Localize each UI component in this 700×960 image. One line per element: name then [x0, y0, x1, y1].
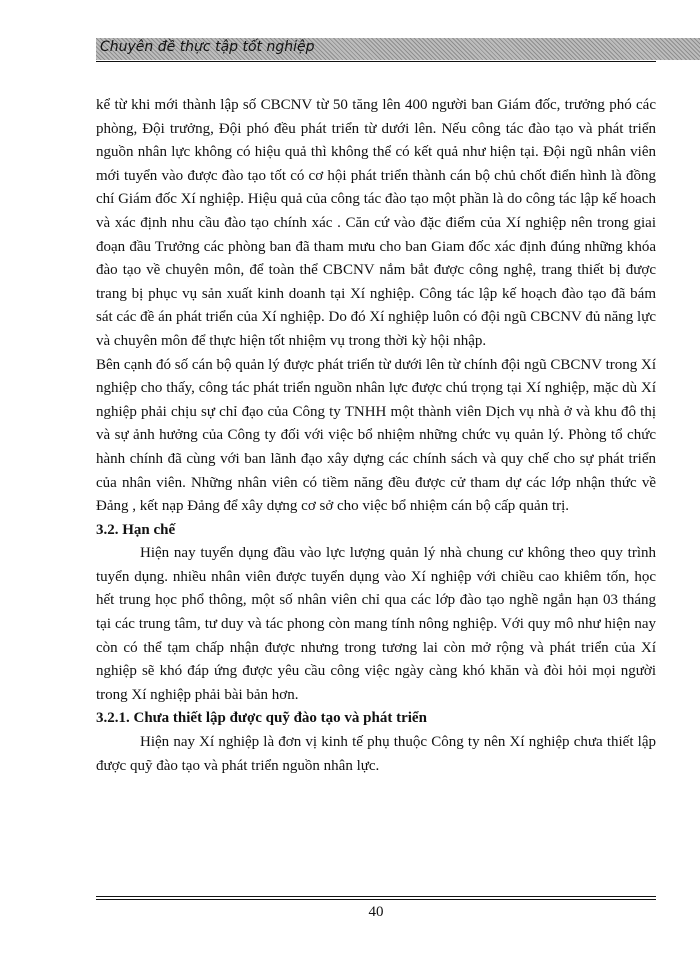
paragraph-3: Hiện nay tuyển dụng đầu vào lực lượng quản lý nhà chung cư không theo quy trình tuyển dụng. nhiều nhân viên được tuyển dụng vào Xí nghiệp với chiều cao khiêm tốn, học hết trung học phổ thông, một số nhân viên chỉ qua các lớp đào tạo nghề ngắn hạn 03 tháng tại các trung tâm, tư duy và tác phong còn mang tính nông nghiệp. Với quy mô như hiện nay còn có thể tạm chấp nhận được nhưng trong tương lai còn mở rộng và phát triển của Xí nghiệp sẽ khó đáp ứng được yêu cầu công việc ngày càng khó khăn và đòi hỏi mọi người trong Xí nghiệp phải bài bản hơn. — [96, 545, 656, 703]
footer-rule-bottom — [96, 899, 656, 900]
footer-rule-top — [96, 896, 656, 897]
paragraph-4: Hiện nay Xí nghiệp là đơn vị kinh tế phụ thuộc Công ty nên Xí nghiệp chưa thiết lập được quỹ đào tạo và phát triển nguồn nhân lực. — [96, 734, 656, 774]
header-rule — [96, 61, 656, 62]
page-number: 40 — [368, 904, 384, 920]
section-heading-3-2-1: 3.2.1. Chưa thiết lập được quỹ đào tạo và phát triển — [96, 710, 427, 727]
document-body — [96, 94, 656, 778]
paragraph-1: kể từ khi mới thành lập số CBCNV từ 50 tăng lên 400 người ban Giám đốc, trưởng phó các phòng, Đội trưởng, Đội phó đều phát triển từ dưới lên. Nếu công tác đào tạo và phát triển nguồn nhân lực không có hiệu quả thì không thể có kết quả như hiện tại. Đội ngũ nhân viên mới tuyển vào được đào tạo tốt có cơ hội phát triển thành cán bộ chủ chốt điển hình là đồng chí Giám đốc Xí nghiệp. Hiệu quả của công tác đào tạo một phần là do công tác lập kế hoach và xác định nhu cầu đào tạo chính xác . Căn cứ vào đặc điểm của Xí nghiệp nên trong giai đoạn đầu Trưởng các phòng ban đã tham mưu cho ban Giam đốc xác định đúng những khóa đào tạo về chuyên môn, để toàn thể CBCNV nắm bắt được công nghệ, trang thiết bị được trang bị phục vụ sản xuất kinh doanh tại Xí nghiệp. Công tác lập kế hoạch đào tạo đã bám sát các đề án phát triển của Xí nghiệp. Do đó Xí nghiệp luôn có đội ngũ CBCNV đủ năng lực và chuyên môn để thực hiện tốt nhiệm vụ trong thời kỳ hội nhập. — [96, 97, 656, 349]
section-heading-3-2: 3.2. Hạn chế — [96, 521, 176, 538]
paragraph-2: Bên cạnh đó số cán bộ quản lý được phát triển từ dưới lên từ chính đội ngũ CBCNV trong Xí nghiệp cho thấy, công tác phát triển nguồn nhân lực được chú trọng tại Xí nghiệp, mặc dù Xí nghiệp phải chịu sự chỉ đạo của Công ty TNHH một thành viên Dịch vụ nhà ở và khu đô thị và sự ảnh hưởng của Công ty đối với việc bổ nhiệm những chức vụ quản lý. Phòng tổ chức hành chính đã cùng với ban lãnh đạo xây dựng các chính sách và quy chế cho sự phát triển của nhân viên. Những nhân viên có tiềm năng đều được cử tham dự các lớp nhận thức về Đảng , kết nạp Đảng để xây dựng cơ sở cho việc bổ nhiệm cán bộ cấp quản trị. — [96, 356, 656, 515]
running-header-title: Chuyên đề thực tập tốt nghiệp — [100, 39, 315, 55]
